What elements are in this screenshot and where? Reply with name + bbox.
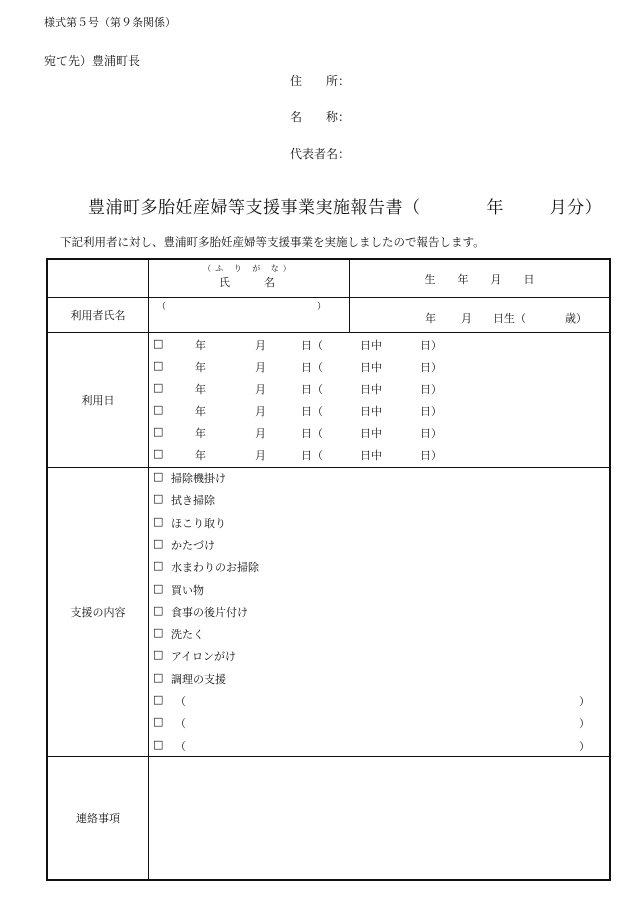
title-month: 月分） — [549, 198, 603, 218]
report-table — [46, 258, 611, 881]
support-item[interactable] — [149, 559, 609, 579]
user-name-label-cell — [47, 298, 149, 333]
date-day: 日（ — [301, 383, 323, 396]
support-checkbox[interactable]: □ — [153, 603, 164, 617]
birth-month: 月 — [461, 312, 472, 325]
title-main: 豊浦町多胎妊産婦等支援事業実施報告書（ — [88, 198, 421, 218]
date-month: 月 — [255, 427, 266, 440]
date-daytime: 日中 — [360, 427, 382, 440]
support-item-label: アイロンがけ — [171, 650, 237, 664]
support-item[interactable] — [149, 537, 609, 557]
usage-date-row[interactable] — [149, 425, 609, 445]
date-month: 月 — [255, 339, 266, 352]
date-day: 日（ — [301, 339, 323, 352]
date-month: 月 — [255, 449, 266, 462]
date-day: 日（ — [301, 427, 323, 440]
shimei-label: 氏 名 — [219, 276, 279, 289]
representative-label: 代表者名： — [290, 147, 351, 161]
birth-header-cell — [350, 259, 611, 298]
other-paren-close: ） — [579, 717, 590, 731]
support-label-cell — [47, 468, 149, 757]
date-checkbox[interactable]: □ — [153, 381, 164, 394]
support-checkbox[interactable]: □ — [153, 670, 164, 684]
date-daytime: 日中 — [360, 405, 382, 418]
furigana-paren-open: （ — [157, 302, 167, 312]
support-checkbox[interactable]: □ — [153, 492, 164, 506]
date-daytime: 日中 — [360, 383, 382, 396]
date-day: 日（ — [301, 361, 323, 374]
usage-date-row[interactable] — [149, 359, 609, 379]
furigana-paren-close: ） — [317, 302, 327, 312]
support-item-label: 食事の後片付け — [171, 605, 248, 619]
other-paren-open: （ — [175, 739, 186, 753]
usage-date-row[interactable] — [149, 403, 609, 423]
date-checkbox[interactable]: □ — [153, 403, 164, 416]
support-item-label: 水まわりのお掃除 — [171, 561, 259, 575]
support-other-item[interactable] — [149, 715, 609, 735]
usage-date-row[interactable] — [149, 447, 609, 467]
support-item-label: 掃除機掛け — [171, 472, 226, 485]
support-checkbox[interactable]: □ — [153, 737, 164, 751]
name-header-cell — [149, 259, 350, 298]
date-checkbox[interactable]: □ — [153, 425, 164, 438]
support-item[interactable] — [149, 604, 609, 624]
support-item[interactable] — [149, 582, 609, 602]
document-title — [88, 193, 602, 218]
usage-date-row[interactable] — [149, 381, 609, 401]
age-unit: 歳） — [565, 312, 587, 325]
support-item[interactable] — [149, 626, 609, 646]
usage-date-cell — [149, 333, 611, 468]
other-paren-close: ） — [579, 739, 590, 753]
support-content-cell — [149, 468, 611, 757]
support-item-label: 洗たく — [171, 628, 204, 642]
other-paren-open: （ — [175, 717, 186, 731]
intro-text: 下記利用者に対し、豊浦町多胎妊産婦等支援事業を実施しましたので報告します。 — [60, 235, 485, 249]
contact-input[interactable] — [149, 757, 611, 881]
birth-year: 年 — [425, 312, 436, 325]
name-label: 名 称： — [290, 110, 351, 124]
birthdate-input[interactable] — [350, 298, 611, 333]
date-close: 日） — [420, 427, 442, 440]
usage-date-label-cell — [47, 333, 149, 468]
support-other-item[interactable] — [149, 738, 609, 758]
support-checkbox[interactable]: □ — [153, 536, 164, 550]
date-month: 月 — [255, 405, 266, 418]
date-close: 日） — [420, 361, 442, 374]
user-name-input[interactable] — [149, 298, 350, 333]
title-year: 年 — [486, 198, 504, 218]
birth-header-label: 生 年 月 日 — [424, 272, 535, 286]
usage-date-row[interactable] — [149, 337, 609, 357]
support-checkbox[interactable]: □ — [153, 693, 164, 706]
support-checkbox[interactable]: □ — [153, 514, 164, 528]
support-item-label: ほこり取り — [171, 516, 226, 530]
date-year: 年 — [195, 383, 206, 396]
support-item-label: 拭き掃除 — [171, 494, 215, 508]
support-checkbox[interactable]: □ — [153, 470, 164, 483]
date-month: 月 — [255, 383, 266, 396]
support-label: 支援の内容 — [70, 606, 126, 619]
support-checkbox[interactable]: □ — [153, 648, 164, 662]
usage-date-label: 利用日 — [81, 394, 115, 407]
date-close: 日） — [420, 339, 442, 352]
user-name-label: 利用者氏名 — [70, 309, 126, 322]
date-daytime: 日中 — [360, 449, 382, 462]
date-day: 日（ — [301, 405, 323, 418]
support-item[interactable] — [149, 492, 609, 512]
other-paren-close: ） — [579, 695, 590, 708]
support-item[interactable] — [149, 671, 609, 691]
birth-day: 日生（ — [493, 312, 526, 325]
support-item-label: 買い物 — [171, 583, 204, 597]
support-item[interactable] — [149, 470, 609, 490]
contact-label: 連絡事項 — [76, 812, 120, 825]
empty-corner-cell — [47, 259, 149, 298]
furigana-label: （ふ り が な） — [203, 264, 295, 273]
date-checkbox[interactable]: □ — [153, 337, 164, 350]
date-month: 月 — [255, 361, 266, 374]
date-year: 年 — [195, 339, 206, 352]
addressee: 宛て先）豊浦町長 — [44, 54, 141, 68]
support-checkbox[interactable]: □ — [153, 581, 164, 595]
date-day: 日（ — [301, 449, 323, 462]
date-year: 年 — [195, 449, 206, 462]
form-number: 様式第５号（第９条関係） — [44, 16, 176, 29]
date-year: 年 — [195, 405, 206, 418]
support-checkbox[interactable]: □ — [153, 626, 164, 640]
support-checkbox[interactable]: □ — [153, 715, 164, 729]
support-other-item[interactable] — [149, 693, 609, 713]
date-daytime: 日中 — [360, 339, 382, 352]
support-item[interactable] — [149, 648, 609, 668]
date-checkbox[interactable]: □ — [153, 359, 164, 372]
date-year: 年 — [195, 427, 206, 440]
date-checkbox[interactable]: □ — [153, 447, 164, 460]
date-year: 年 — [195, 361, 206, 374]
address-label: 住 所： — [290, 74, 351, 88]
support-item-label: かたづけ — [171, 538, 215, 552]
contact-label-cell — [47, 757, 149, 881]
support-item-label: 調理の支援 — [171, 672, 226, 686]
support-checkbox[interactable]: □ — [153, 559, 164, 573]
date-close: 日） — [420, 405, 442, 418]
date-close: 日） — [420, 383, 442, 396]
support-item[interactable] — [149, 515, 609, 535]
date-close: 日） — [420, 449, 442, 462]
other-paren-open: （ — [175, 695, 186, 708]
date-daytime: 日中 — [360, 361, 382, 374]
